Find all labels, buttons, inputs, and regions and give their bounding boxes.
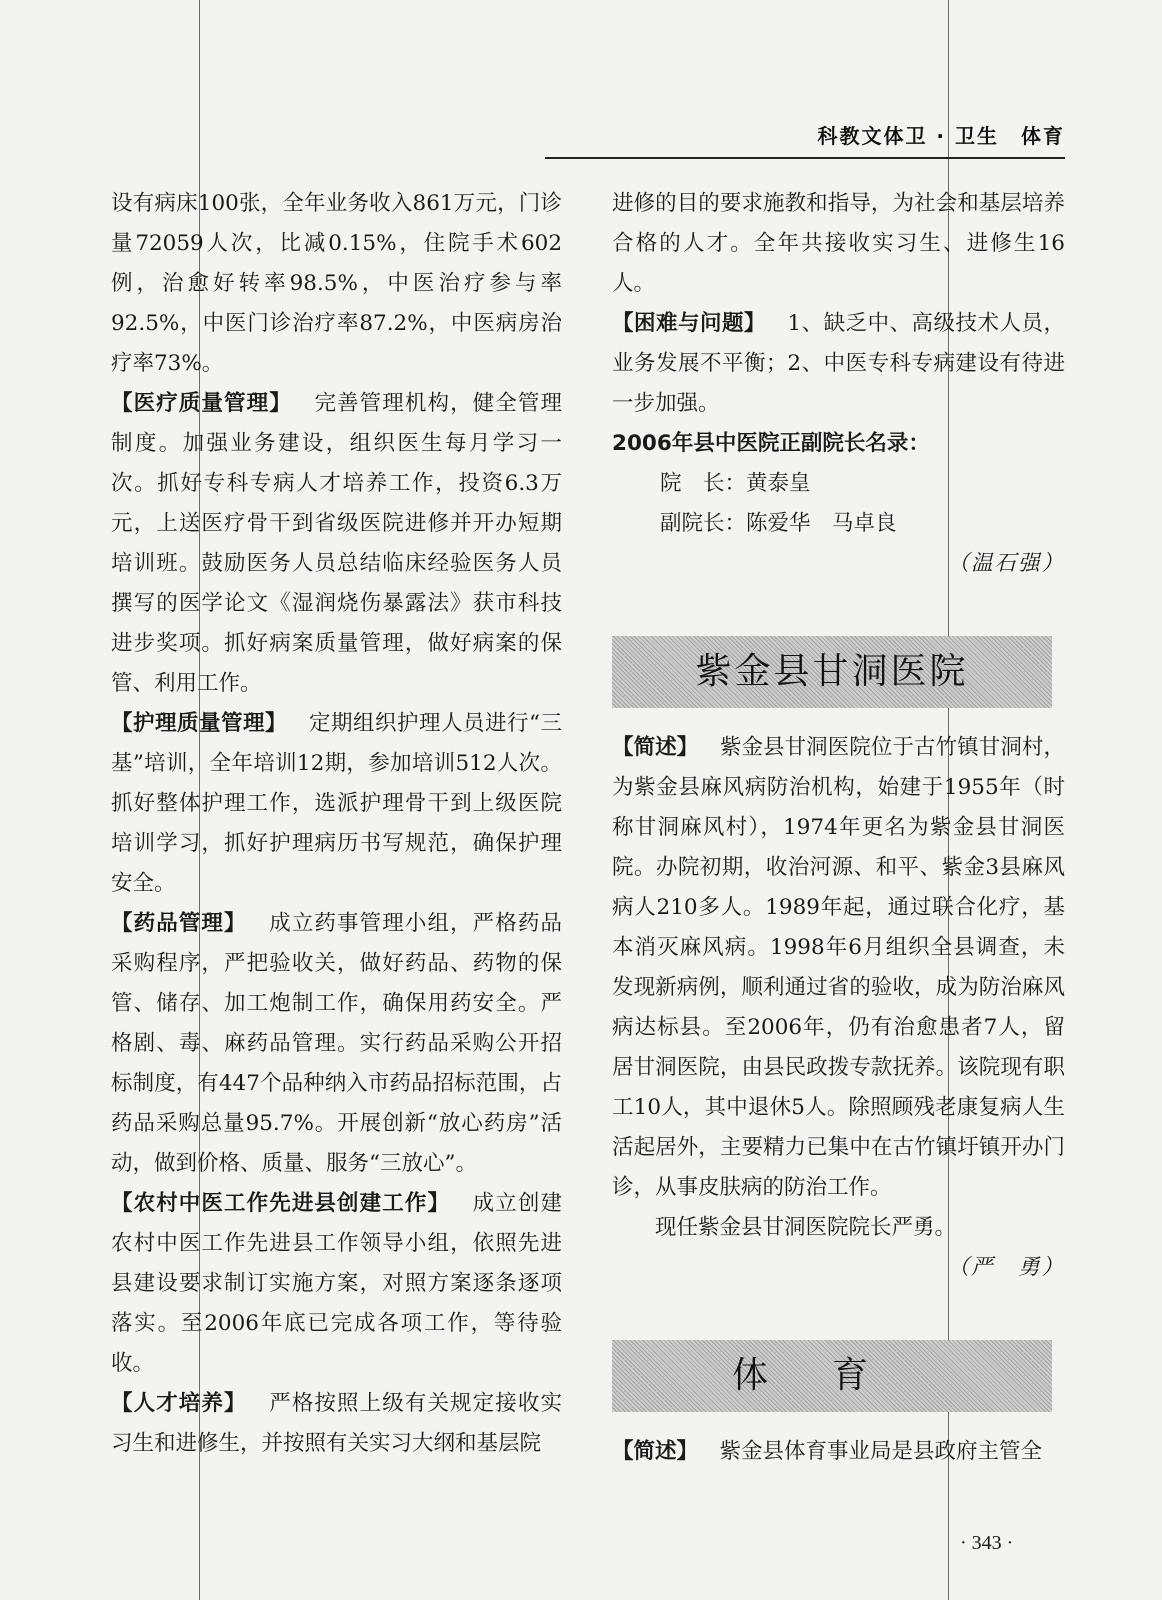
section-label: 【护理质量管理】 [111,711,287,736]
section-rural-tcm [111,1184,562,1384]
section-label: 【简述】 [612,1439,699,1464]
section-summary-sports [612,1432,1065,1472]
running-header: 科教文体卫 · 卫生 体育 [817,124,1065,148]
section-label: 【医疗质量管理】 [111,391,292,416]
section-banner-sports: 体育 [612,1340,1052,1412]
section-label: 【人才培养】 [111,1391,247,1416]
spacer [612,1288,1065,1322]
author-credit: （温石强） [947,551,1065,576]
section-text: 成立创建农村中医工作先进县工作领导小组，依照先进县建设要求制订实施方案，对照方案逐条逐项落实。至2006年底已完成各项工作，等待验收。 [111,1191,562,1376]
roster-line-deputy: 副院长：陈爱华 马卓良 [660,511,897,536]
roster-title: 2006年县中医院正副院长名录： [612,431,930,456]
section-text: 紫金县甘洞医院位于古竹镇甘洞村，为紫金县麻风病防治机构，始建于1955年（时称甘洞麻风村），1974年更名为紫金县甘洞医院。办院初期，收治河源、和平、紫金3县麻风病人210多人。1989年起，通过联合化疗，基本消灭麻风病。1998年6月组织全县调查，未发现新病例，顺利通过省的验收，成为防治麻风病达标县。至2006年，仍有治愈患者7人，留居甘洞医院，由县民政拨专款抚养。该院现有职工10人，其中退休5人。除照顾残老康复病人生活起居外，主要精力已集中在古竹镇圩镇开办门诊，从事皮肤病的防治工作。 [612,735,1065,1200]
section-problems [612,304,1065,424]
section-text: 成立药事管理小组，严格药品采购程序，严把验收关，做好药品、药物的保管、储存、加工炮制工作，确保用药安全。严格剧、毒、麻药品管理。实行药品采购公开招标制度，有447个品种纳入市药品招标范围，占药品采购总量95.7%。开展创新“放心药房”活动，做到价格、质量、服务“三放心”。 [111,911,562,1176]
director-line: 现任紫金县甘洞医院院长严勇。 [655,1215,957,1240]
header-rule [545,157,1065,159]
page-number: · 343 · [960,1532,1014,1554]
left-column [111,184,562,1464]
roster-line-director: 院 长：黄泰皇 [660,471,811,496]
section-text: 严格按照上级有关规定接收实习生和进修生，并按照有关实习大纲和基层院 [111,1391,562,1456]
section-talent-training [111,1384,562,1464]
section-text: 1、缺乏中、高级技术人员，业务发展不平衡；2、中医专科专病建设有待进一步加强。 [612,311,1065,416]
section-banner-gandong-hospital: 紫金县甘洞医院 [612,636,1052,708]
continuation-paragraph: 进修的目的要求施教和指导，为社会和基层培养合格的人才。全年共接收实习生、进修生16人。 [612,191,1065,296]
section-text: 定期组织护理人员进行“三基”培训，全年培训12期，参加培训512人次。抓好整体护理工作，选派护理骨干到上级医院培训学习，抓好护理病历书写规范，确保护理安全。 [111,711,562,896]
section-drug-management [111,904,562,1184]
section-label: 【简述】 [612,735,699,760]
spacer [612,584,1065,618]
section-text: 完善管理机构，健全管理制度。加强业务建设，组织医生每月学习一次。抓好专科专病人才培养工作，投资6.3万元，上送医疗骨干到省级医院进修并开办短期培训班。鼓励医务人员总结临床经验医务人员撰写的医学论文《湿润烧伤暴露法》获市科技进步奖项。抓好病案质量管理，做好病案的保管、利用工作。 [111,391,562,696]
intro-paragraph: 设有病床100张，全年业务收入861万元，门诊量72059人次，比减0.15%，住院手术602例，治愈好转率98.5%，中医治疗参与率92.5%，中医门诊治疗率87.2%，中医病房治疗率73%。 [111,191,562,376]
section-label: 【药品管理】 [111,911,247,936]
section-summary-gandong [612,728,1065,1208]
section-text: 紫金县体育事业局是县政府主管全 [719,1439,1043,1464]
section-nursing-quality [111,704,562,904]
section-medical-quality [111,384,562,704]
section-label: 【困难与问题】 [612,311,766,336]
section-label: 【农村中医工作先进县创建工作】 [111,1191,451,1216]
author-credit: （严 勇） [947,1255,1065,1280]
right-column [612,184,1065,1472]
